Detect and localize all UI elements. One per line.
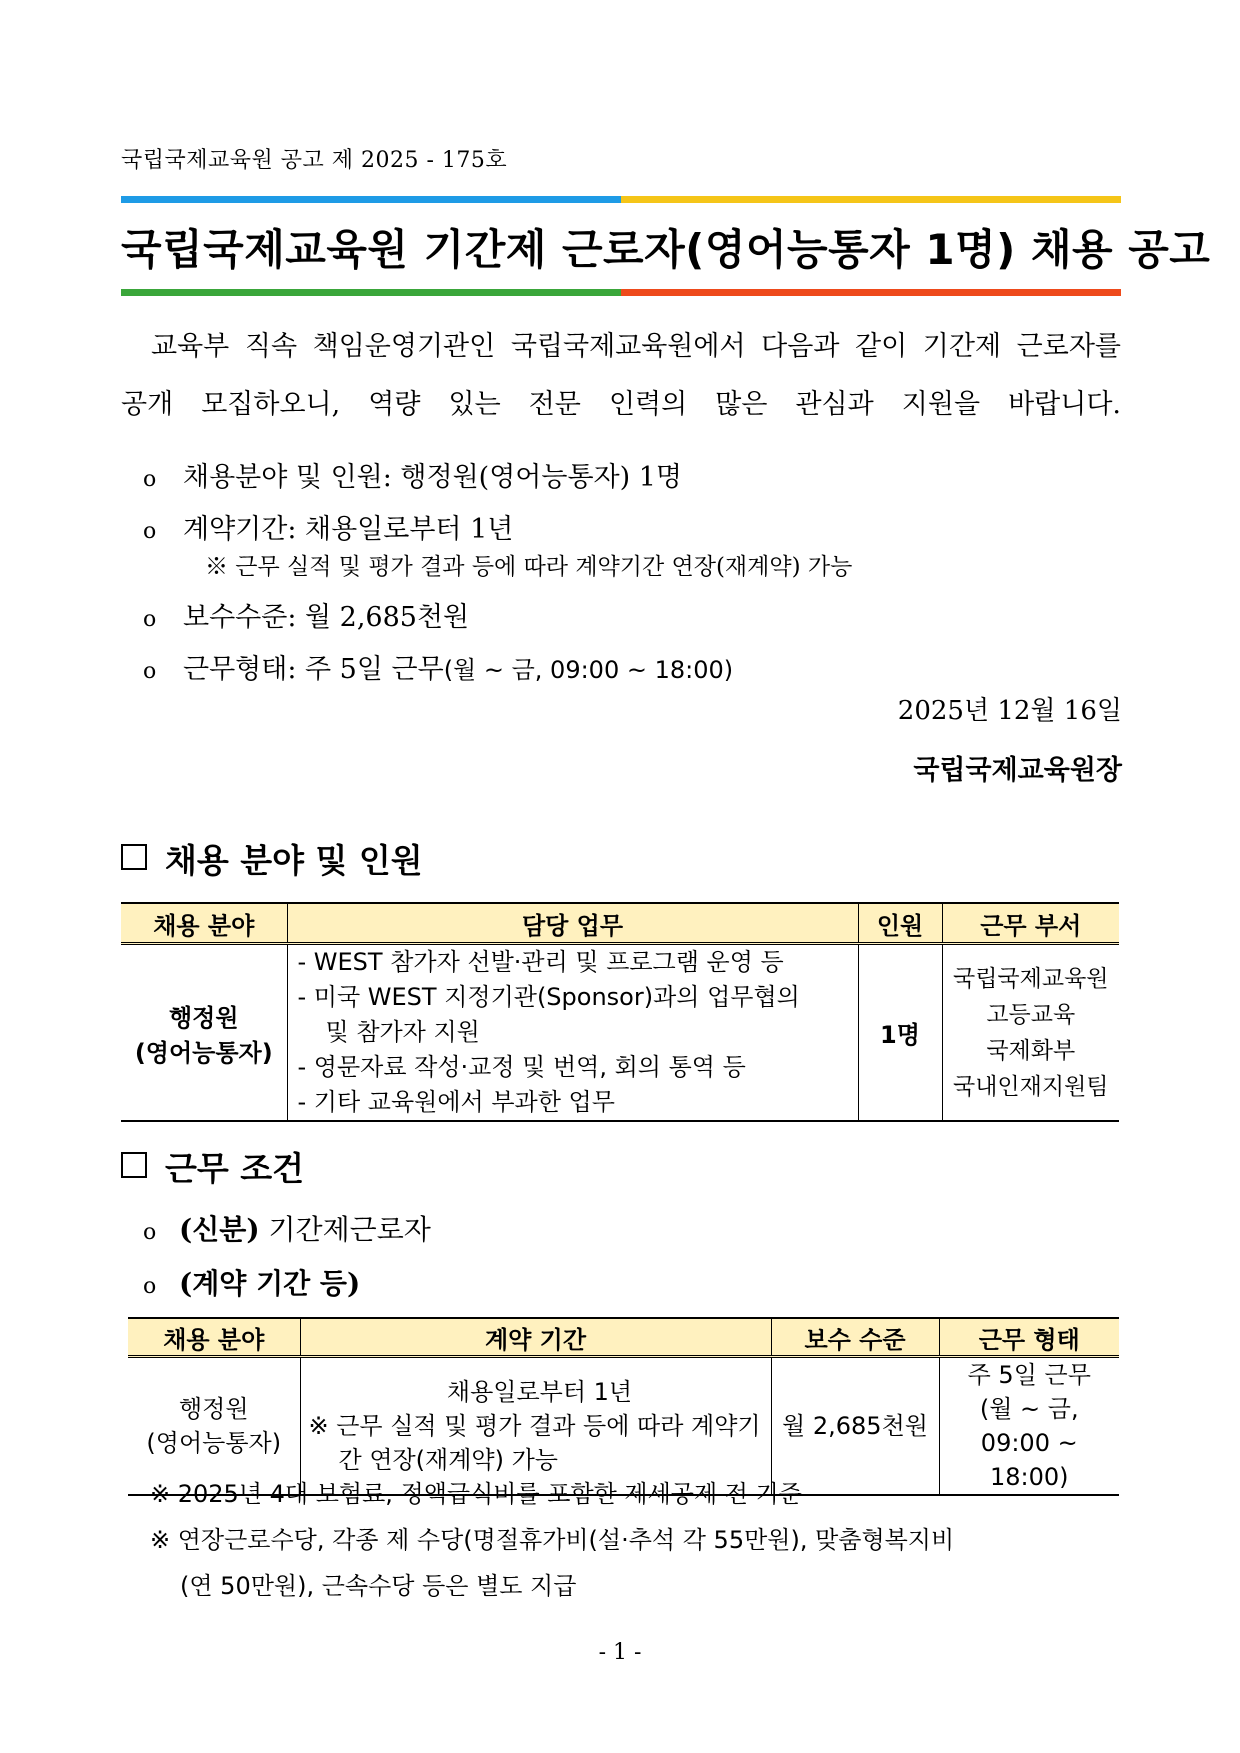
bullet-circle-icon: o <box>143 1220 157 1245</box>
recruitment-table <box>121 902 1119 1122</box>
summary-item-text: 보수수준: 월 2,685천원 <box>183 602 470 633</box>
work-line: 09:00 ~ 18:00) <box>980 1429 1078 1491</box>
footnote-allowances: ※ 연장근로수당, 각종 제 수당(명절휴가비(설·추석 각 55만원), 맞춤형복지비 <box>150 1526 955 1554</box>
cell-work <box>939 1357 1119 1496</box>
bullet-circle-icon: o <box>143 607 157 632</box>
condition-text: 기간제근로자 <box>268 1213 431 1246</box>
dept-line: 국내인재지원팀 <box>952 1073 1109 1100</box>
condition-status <box>143 1208 431 1248</box>
col-header-pay: 보수 수준 <box>771 1318 939 1357</box>
field-name: 행정원 <box>168 1003 239 1032</box>
period-main: 채용일로부터 1년 <box>446 1378 633 1406</box>
footnote-allowances-cont: (연 50만원), 근속수당 등은 별도 지급 <box>180 1572 577 1600</box>
col-header-field: 채용 분야 <box>128 1318 300 1357</box>
work-line: (월 ~ 금, <box>979 1395 1079 1423</box>
col-header-field: 채용 분야 <box>121 903 287 944</box>
duty-item: - WEST 참가자 선발·관리 및 프로그램 운영 등 <box>297 948 784 976</box>
section-title-text: 채용 분야 및 인원 <box>165 841 423 880</box>
cell-field <box>121 944 287 1122</box>
title-rule-top-yellow <box>621 196 1121 203</box>
col-header-period: 계약 기간 <box>300 1318 771 1357</box>
period-note: ※ 근무 실적 및 평가 결과 등에 따라 계약기간 연장(재계약) 가능 <box>308 1412 761 1474</box>
intro-paragraph <box>121 318 1121 434</box>
section-title-conditions <box>121 1143 304 1190</box>
page-title: 국립국제교육원 기간제 근로자(영어능통자 1명) 채용 공고 <box>121 225 1211 274</box>
col-header-count: 인원 <box>858 903 942 944</box>
col-header-work: 근무 형태 <box>939 1318 1119 1357</box>
col-header-dept: 근무 부서 <box>942 903 1119 944</box>
dept-line: 고등교육 <box>986 1001 1076 1028</box>
title-rule-bottom-green <box>121 289 621 296</box>
summary-item-text: 채용분야 및 인원: 행정원(영어능통자) 1명 <box>183 462 682 493</box>
field-qualifier: (영어능통자) <box>134 1038 273 1067</box>
col-header-duties: 담당 업무 <box>287 903 858 944</box>
work-line: 주 5일 근무 <box>967 1361 1091 1389</box>
footnote-insurance: ※ 2025년 4대 보험료, 정액급식비를 포함한 제세공제 전 기준 <box>150 1480 802 1508</box>
table-header-row <box>121 903 1119 944</box>
table-header-row <box>128 1318 1119 1357</box>
conditions-table <box>128 1317 1119 1496</box>
section-title-recruitment <box>121 835 423 882</box>
dept-line: 국제화부 <box>986 1037 1076 1064</box>
summary-item-text: 근무형태: 주 5일 근무 <box>183 654 444 685</box>
condition-label: (신분) <box>179 1213 260 1246</box>
bullet-circle-icon: o <box>143 659 157 684</box>
cell-duties <box>287 944 858 1122</box>
summary-item-field <box>143 455 682 494</box>
summary-item-work <box>143 647 733 686</box>
table-row <box>121 944 1119 1122</box>
dept-line: 국립국제교육원 <box>952 965 1109 992</box>
summary-item-pay <box>143 595 469 634</box>
cell-count: 1명 <box>858 944 942 1122</box>
field-name: 행정원 <box>178 1395 249 1423</box>
summary-item-hours: (월 ~ 금, 09:00 ~ 18:00) <box>443 656 734 684</box>
summary-item-period-note: ※ 근무 실적 및 평가 결과 등에 따라 계약기간 연장(재계약) 가능 <box>205 554 853 580</box>
condition-contract <box>143 1262 360 1302</box>
bullet-circle-icon: o <box>143 519 157 544</box>
page-number: - 1 - <box>598 1640 642 1665</box>
condition-label: (계약 기간 등) <box>179 1267 361 1300</box>
title-rule-top-blue <box>121 196 621 203</box>
intro-line-2: 공개 모집하오니, 역량 있는 전문 인력의 많은 관심과 지원을 바랍니다. <box>121 389 1121 420</box>
summary-item-period <box>143 507 513 546</box>
duty-item: - 영문자료 작성·교정 및 번역, 회의 통역 등 <box>297 1053 746 1081</box>
summary-item-text: 계약기간: 채용일로부터 1년 <box>183 514 514 545</box>
notice-number: 국립국제교육원 공고 제 2025 - 175호 <box>121 148 508 173</box>
signer: 국립국제교육원장 <box>913 755 1122 786</box>
square-bullet-icon <box>121 844 147 870</box>
cell-dept <box>942 944 1119 1122</box>
cell-pay: 월 2,685천원 <box>771 1357 939 1496</box>
intro-line-1: 교육부 직속 책임운영기관인 국립국제교육원에서 다음과 같이 기간제 근로자를 <box>151 331 1121 362</box>
duty-item: - 미국 WEST 지정기관(Sponsor)과의 업무협의 및 참가자 지원 <box>297 983 800 1046</box>
section-title-text: 근무 조건 <box>165 1149 305 1188</box>
bullet-circle-icon: o <box>143 1274 157 1299</box>
field-qualifier: (영어능통자) <box>146 1429 282 1457</box>
notice-date: 2025년 12월 16일 <box>897 696 1122 726</box>
title-rule-bottom-red <box>621 289 1121 296</box>
bullet-circle-icon: o <box>143 467 157 492</box>
square-bullet-icon <box>121 1152 147 1178</box>
duty-item: - 기타 교육원에서 부과한 업무 <box>297 1088 615 1116</box>
